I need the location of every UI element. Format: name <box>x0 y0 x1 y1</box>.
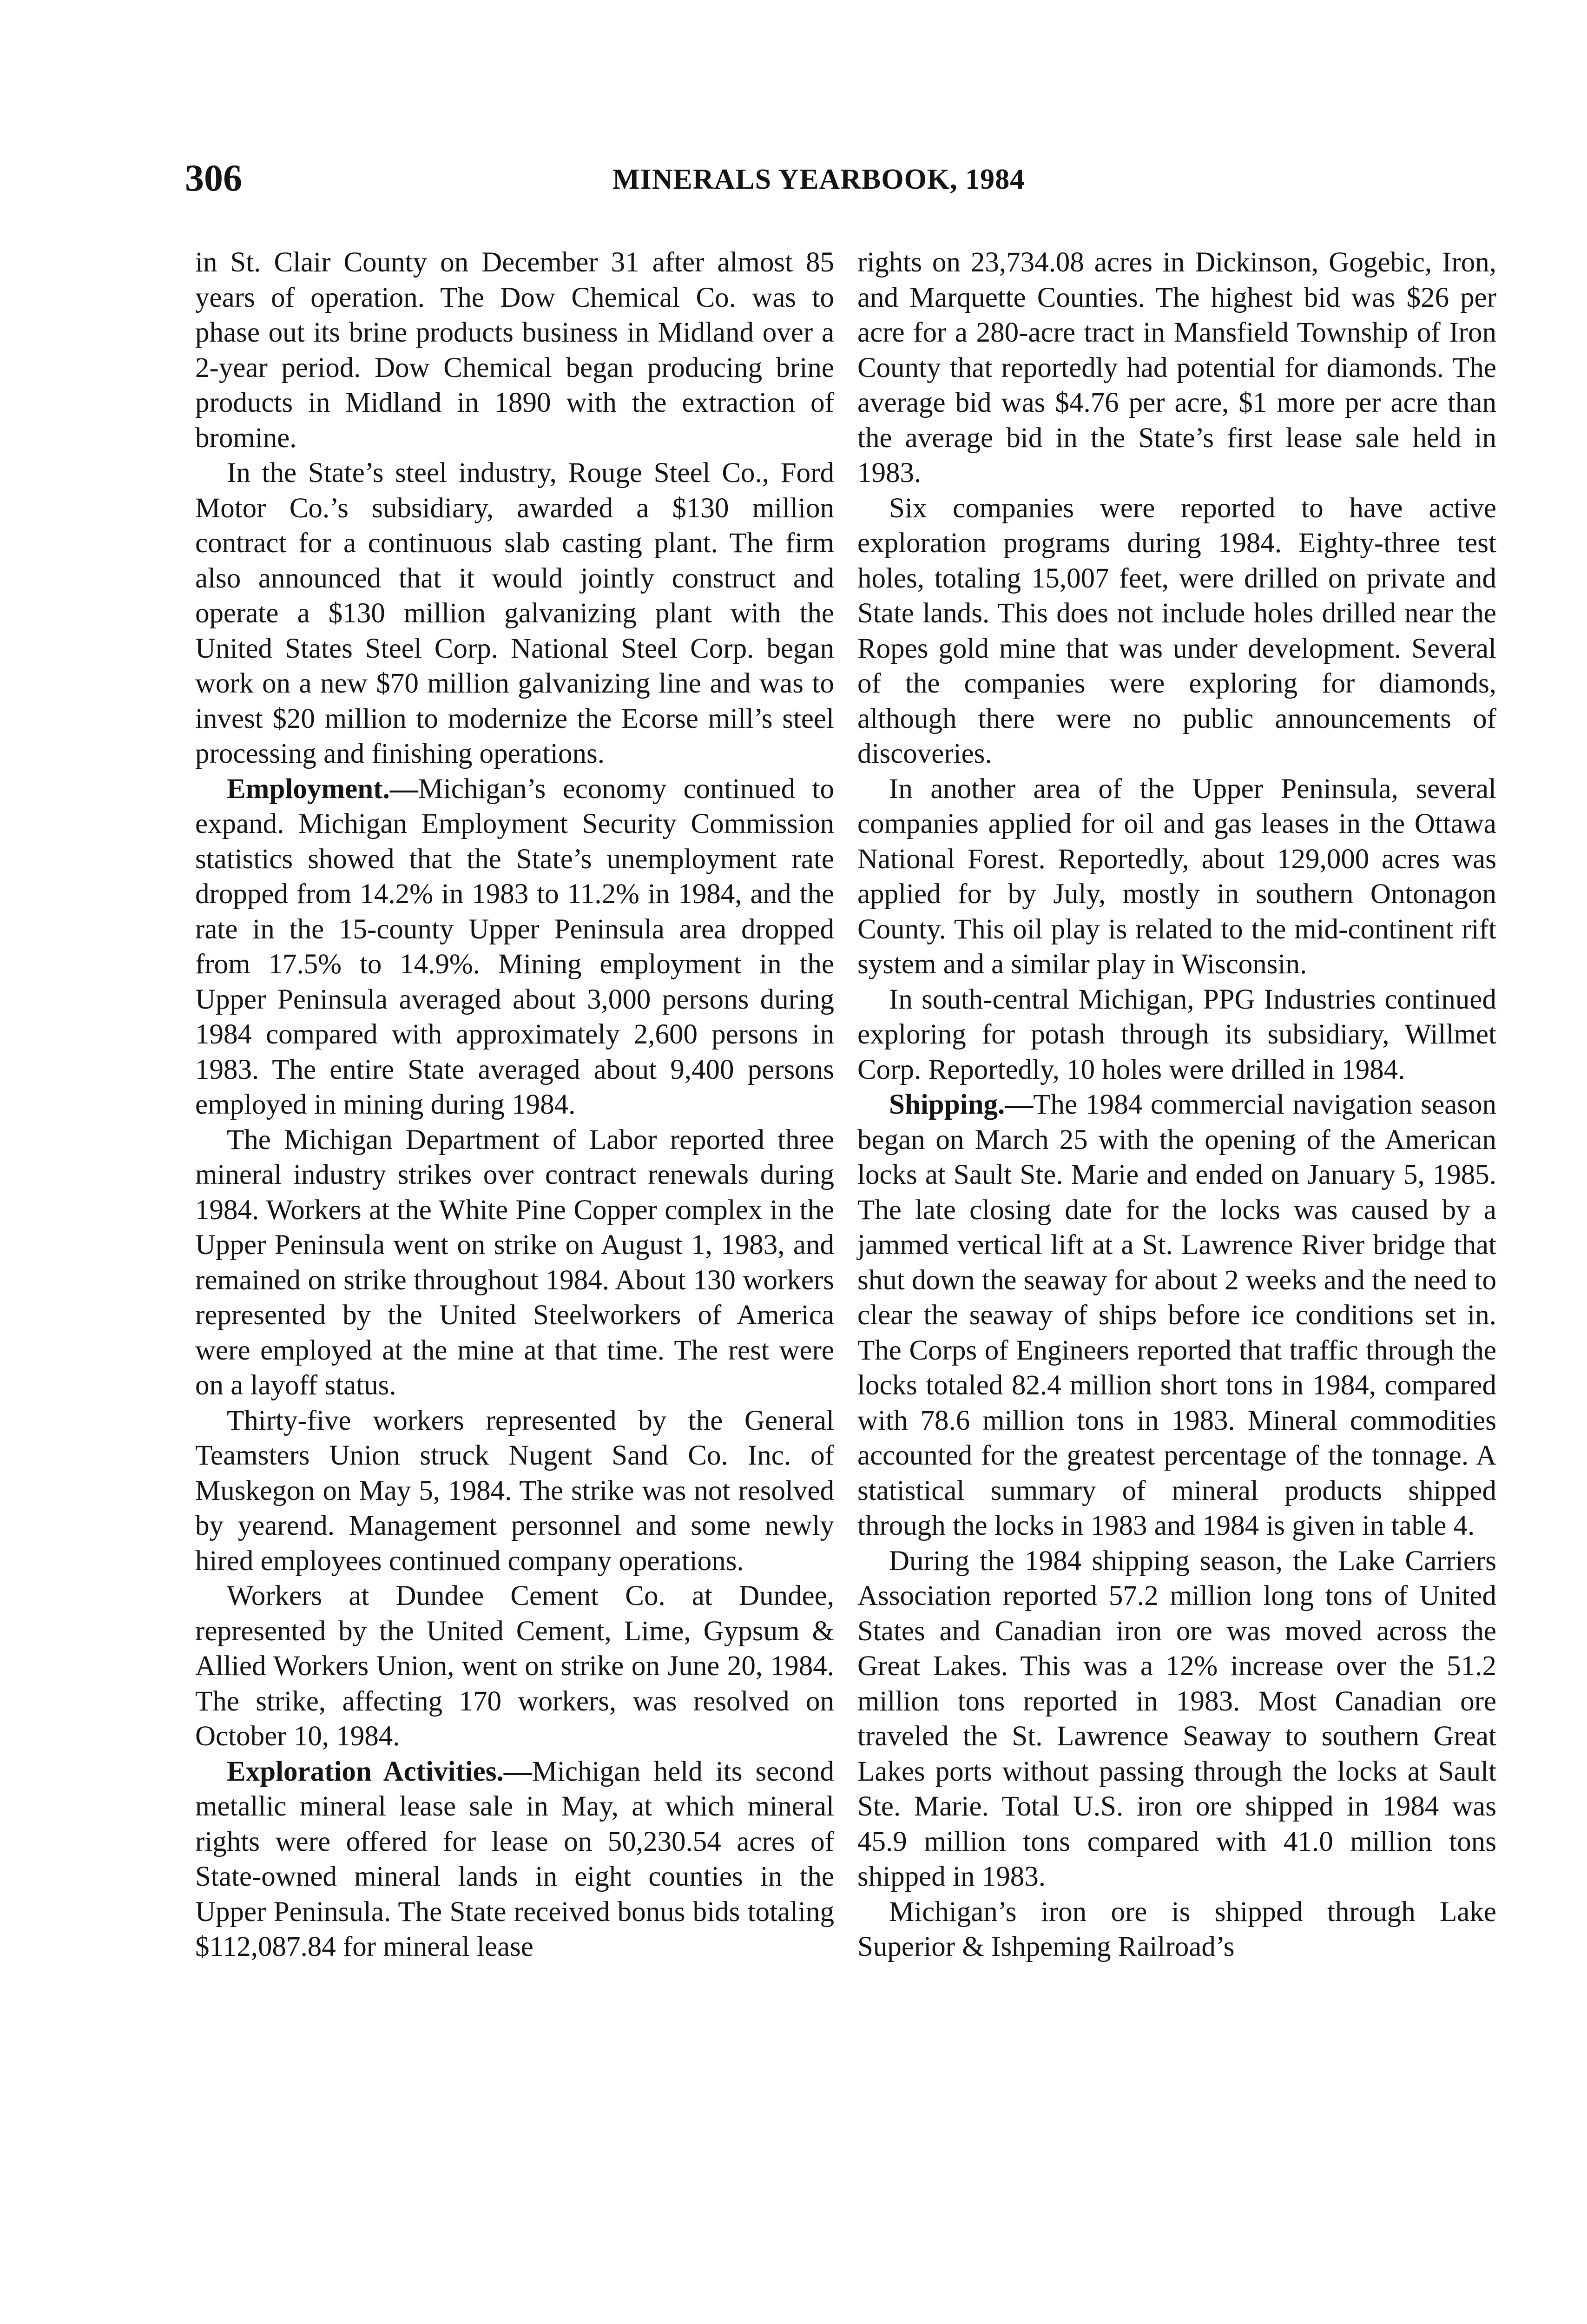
shipping-text: The 1984 commercial navigation season began on March 25 with the opening of the American locks at Sault Ste. Marie and ended on January 5, 1985. The late closing date for the locks was caused by a jammed vertical lift at a St. Lawrence River bridge that shut down the seaway for about 2 weeks and the need to clear the seaway of ships before ice conditions set in. The Corps of Engineers reported that traffic through the locks totaled 82.4 million short tons in 1984, compared with 78.6 million tons in 1983. Mineral commodities accounted for the greatest percentage of the tonnage. A statistical summary of mineral products shipped through the locks in 1983 and 1984 is given in table 4. <box>857 1089 1496 1541</box>
paragraph-exploration-programs: Six companies were reported to have active exploration programs during 1984. Eighty-three test holes, totaling 15,007 feet, were drilled on private and State lands. This does not include holes drilled near the Ropes gold mine that was under development. Several of the companies were exploring for diamonds, although there were no public announcements of discoveries. <box>857 492 1496 769</box>
paragraph-shipping <box>857 1087 1496 1544</box>
paragraph-exploration <box>195 1754 834 1965</box>
paragraph-labor-strikes: The Michigan Department of Labor reported three mineral industry strikes over contract renewals during 1984. Workers at the White Pine Copper complex in the Upper Peninsula went on strike on August 1, 1983, and remained on strike throughout 1984. About 130 workers represented by the United Steelworkers of America were employed at the mine at that time. The rest were on a layoff status. <box>195 1124 834 1401</box>
paragraph-lake-carriers: During the 1984 shipping season, the Lake Carriers Association reported 57.2 million long tons of United States and Canadian iron ore was moved across the Great Lakes. This was a 12% increase over the 51.2 million tons reported in 1983. Most Canadian ore traveled the St. Lawrence Seaway to southern Great Lakes ports without passing through the locks at Sault Ste. Marie. Total U.S. iron ore shipped in 1984 was 45.9 million tons compared with 41.0 million tons shipped in 1983. <box>857 1545 1496 1892</box>
paragraph-dundee-cement: Workers at Dundee Cement Co. at Dundee, represented by the United Cement, Lime, Gypsum & Allied Workers Union, went on strike on June 20, 1984. The strike, affecting 170 workers, was resolved on October 10, 1984. <box>195 1580 834 1752</box>
employment-text: Michigan’s economy continued to expand. Michigan Employment Security Commission statistics showed that the State’s unemployment rate dropped from 14.2% in 1983 to 11.2% in 1984, and the rate in the 15-county Upper Peninsula area dropped from 17.5% to 14.9%. Mining employment in the Upper Peninsula averaged about 3,000 persons during 1984 compared with approximately 2,600 persons in 1983. The entire State averaged about 9,400 persons employed in mining during 1984. <box>195 773 834 1120</box>
left-column <box>195 245 834 1965</box>
paragraph-employment <box>195 772 834 1122</box>
paragraph-steel-industry: In the State’s steel industry, Rouge Steel Co., Ford Motor Co.’s subsidiary, awarded a $130 million contract for a continuous slab casting plant. The firm also announced that it would jointly construct and operate a $130 million galvanizing plant with the United States Steel Corp. National Steel Corp. began work on a new $70 million galvanizing line and was to invest $20 million to modernize the Ecorse mill’s steel processing and finishing operations. <box>195 457 834 769</box>
page-number: 306 <box>185 157 242 199</box>
section-heading-employment: Employment.— <box>227 773 418 805</box>
right-column <box>857 245 1496 1965</box>
paragraph-lease-bids: rights on 23,734.08 acres in Dickinson, Gogebic, Iron, and Marquette Counties. The highest bid was $26 per acre for a 280-acre tract in Mansfield Township of Iron County that reportedly had potential for diamonds. The average bid was $4.76 per acre, $1 more per acre than the average bid in the State’s first lease sale held in 1983. <box>857 247 1496 489</box>
exploration-text: Michigan held its second metallic mineral lease sale in May, at which mineral rights were offered for lease on 50,230.54 acres of State-owned mineral lands in eight counties in the Upper Peninsula. The State received bonus bids totaling $112,087.84 for mineral lease <box>195 1756 834 1962</box>
section-heading-shipping: Shipping.— <box>889 1089 1034 1120</box>
paragraph-teamsters-strike: Thirty-five workers represented by the General Teamsters Union struck Nugent Sand Co. Inc. of Muskegon on May 5, 1984. The strike was not resolved by yearend. Management personnel and some newly hired employees continued company operations. <box>195 1405 834 1577</box>
paragraph-potash: In south-central Michigan, PPG Industries continued exploring for potash through its subsidiary, Willmet Corp. Reportedly, 10 holes were drilled in 1984. <box>857 984 1496 1085</box>
running-head: MINERALS YEARBOOK, 1984 <box>612 164 1025 195</box>
section-heading-exploration: Exploration Activities.— <box>227 1756 532 1787</box>
paragraph-iron-ore-railroad: Michigan’s iron ore is shipped through Lake Superior & Ishpeming Railroad’s <box>857 1896 1496 1962</box>
paragraph-dow-chemical: in St. Clair County on December 31 after almost 85 years of operation. The Dow Chemical Co. was to phase out its brine products business in Midland over a 2-year period. Dow Chemical began producing brine products in Midland in 1890 with the extraction of bromine. <box>195 247 834 454</box>
page-header <box>0 155 1587 201</box>
paragraph-oil-gas-leases: In another area of the Upper Peninsula, several companies applied for oil and gas leases in the Ottawa National Forest. Reportedly, about 129,000 acres was applied for by July, mostly in southern Ontonagon County. This oil play is related to the mid-continent rift system and a similar play in Wisconsin. <box>857 773 1496 980</box>
